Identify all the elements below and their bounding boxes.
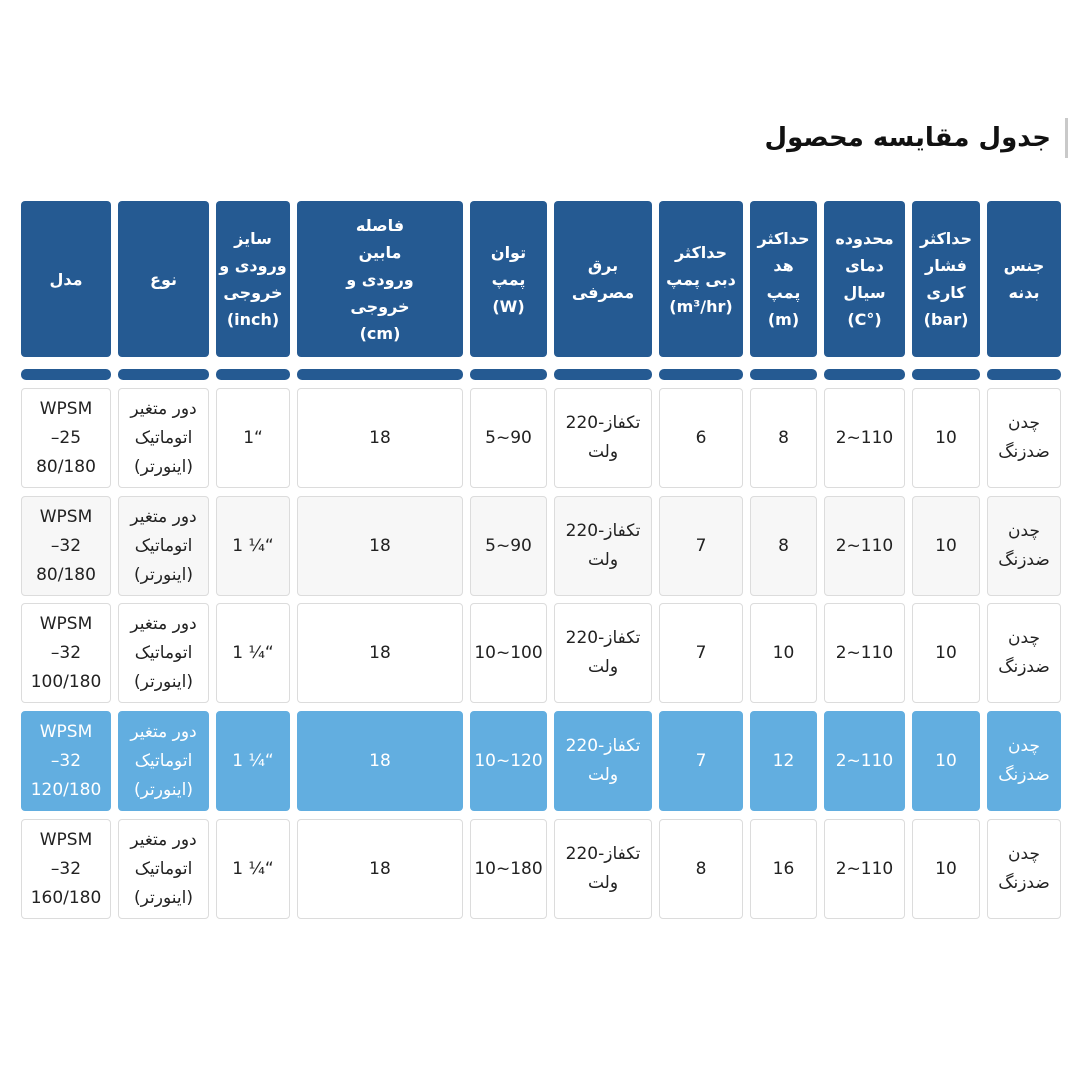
column-header: حداکثر دبی پمپ (m³/hr)	[659, 201, 743, 357]
table-cell: 1“	[216, 388, 290, 488]
table-cell: 1 ¼“	[216, 603, 290, 703]
table-cell: 2~110	[824, 711, 905, 811]
table-cell: چدن ضدزنگ	[987, 603, 1061, 703]
table-cell: 7	[659, 603, 743, 703]
table-cell: 2~110	[824, 388, 905, 488]
table-cell: 8	[659, 819, 743, 919]
page-title: جدول مقایسه محصول	[764, 123, 1051, 153]
table-cell: چدن ضدزنگ	[987, 819, 1061, 919]
table-cell: 6	[659, 388, 743, 488]
title-bar	[765, 118, 1068, 158]
table-cell: 10~120	[470, 711, 547, 811]
header-separator	[216, 369, 290, 380]
table-cell: 8	[750, 496, 817, 596]
header-separator	[297, 369, 463, 380]
table-cell: 2~110	[824, 496, 905, 596]
header-separator	[987, 369, 1061, 380]
table-cell: 10~100	[470, 603, 547, 703]
column-header: فاصله مابین ورودی و خروجی (cm)	[297, 201, 463, 357]
table-cell: WPSM 25– 80/180	[21, 388, 111, 488]
table-cell: تکفاز-220 ولت	[554, 603, 652, 703]
table-cell: 2~110	[824, 819, 905, 919]
table-cell: چدن ضدزنگ	[987, 496, 1061, 596]
table-cell: 5~90	[470, 496, 547, 596]
column-header: جنس بدنه	[987, 201, 1061, 357]
column-header: محدوده دمای سیال (°C)	[824, 201, 905, 357]
table-cell: 10	[912, 711, 980, 811]
table-cell: 18	[297, 496, 463, 596]
table-cell: 1 ¼“	[216, 711, 290, 811]
table-cell: 10~180	[470, 819, 547, 919]
table-cell: 7	[659, 496, 743, 596]
header-separator	[554, 369, 652, 380]
column-header: سایز ورودی و خروجی (inch)	[216, 201, 290, 357]
table-cell: تکفاز-220 ولت	[554, 388, 652, 488]
table-cell: تکفاز-220 ولت	[554, 819, 652, 919]
header-separator	[824, 369, 905, 380]
table-cell: WPSM 32– 120/180	[21, 711, 111, 811]
table-cell: 8	[750, 388, 817, 488]
header-separator	[750, 369, 817, 380]
table-cell: 18	[297, 388, 463, 488]
table-cell: دور متغیر اتوماتیک (اینورتر)	[118, 496, 209, 596]
table-cell: دور متغیر اتوماتیک (اینورتر)	[118, 603, 209, 703]
header-separator	[470, 369, 547, 380]
table-cell: دور متغیر اتوماتیک (اینورتر)	[118, 711, 209, 811]
table-cell: 1 ¼“	[216, 819, 290, 919]
column-header: حداکثر فشار کاری (bar)	[912, 201, 980, 357]
table-cell: 10	[750, 603, 817, 703]
table-cell: تکفاز-220 ولت	[554, 711, 652, 811]
table-cell: 1 ¼“	[216, 496, 290, 596]
table-cell: 7	[659, 711, 743, 811]
table-cell: 10	[912, 819, 980, 919]
table-cell: 16	[750, 819, 817, 919]
header-separator	[21, 369, 111, 380]
header-separator	[118, 369, 209, 380]
table-cell: چدن ضدزنگ	[987, 711, 1061, 811]
table-cell: 18	[297, 711, 463, 811]
column-header: حداکثر هد پمپ (m)	[750, 201, 817, 357]
table-cell: 18	[297, 819, 463, 919]
header-separator	[659, 369, 743, 380]
column-header: نوع	[118, 201, 209, 357]
table-cell: 12	[750, 711, 817, 811]
table-cell: WPSM 32– 160/180	[21, 819, 111, 919]
table-cell: 18	[297, 603, 463, 703]
column-header: توان پمپ (W)	[470, 201, 547, 357]
table-cell: 10	[912, 496, 980, 596]
header-separator	[912, 369, 980, 380]
table-cell: تکفاز-220 ولت	[554, 496, 652, 596]
column-header: مدل	[21, 201, 111, 357]
table-cell: دور متغیر اتوماتیک (اینورتر)	[118, 819, 209, 919]
table-cell: چدن ضدزنگ	[987, 388, 1061, 488]
table-cell: 5~90	[470, 388, 547, 488]
column-header: برق مصرفی	[554, 201, 652, 357]
table-cell: 2~110	[824, 603, 905, 703]
table-cell: WPSM 32– 80/180	[21, 496, 111, 596]
table-cell: 10	[912, 603, 980, 703]
table-cell: دور متغیر اتوماتیک (اینورتر)	[118, 388, 209, 488]
table-cell: WPSM 32– 100/180	[21, 603, 111, 703]
table-cell: 10	[912, 388, 980, 488]
